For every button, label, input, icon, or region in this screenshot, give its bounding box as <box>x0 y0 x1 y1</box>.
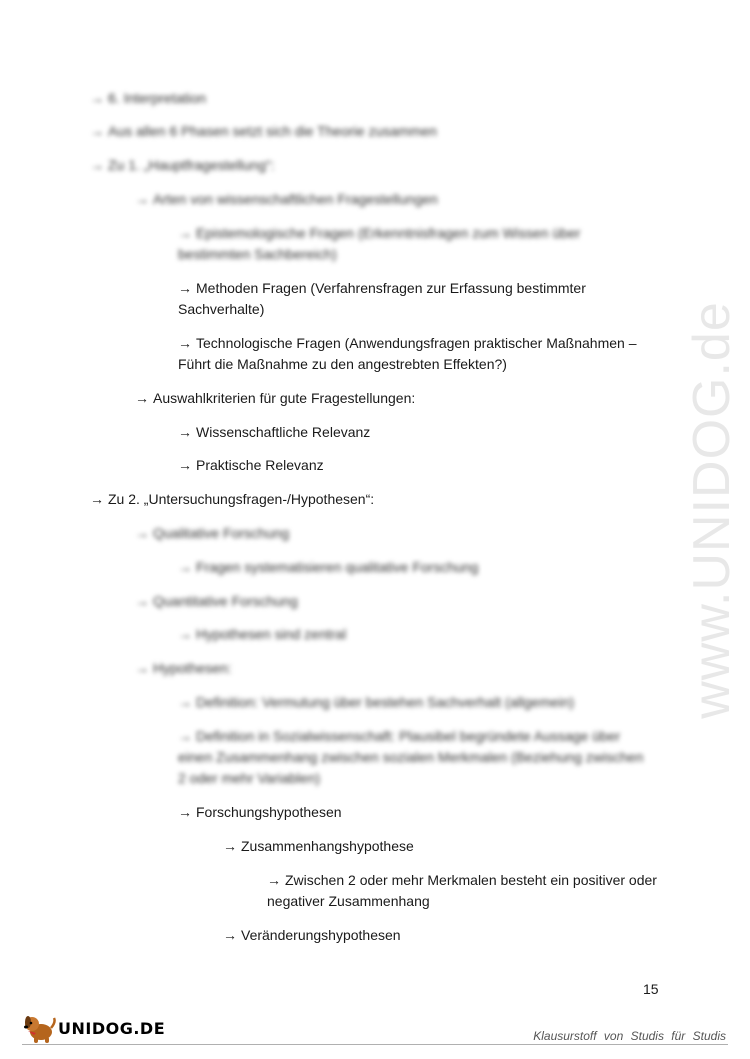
outline-item <box>90 88 630 109</box>
outline-item <box>178 624 638 645</box>
footer-logo[interactable] <box>22 1012 165 1044</box>
dog-logo-icon <box>22 1012 56 1044</box>
arrow-icon: → <box>267 872 281 888</box>
arrow-icon: → <box>135 525 149 541</box>
arrow-icon: → <box>135 593 149 609</box>
outline-item <box>223 836 643 857</box>
outline-text: 6. Interpretation <box>108 90 207 106</box>
arrow-icon: → <box>90 157 104 173</box>
arrow-icon: → <box>178 457 192 473</box>
outline-item <box>135 189 635 210</box>
outline-item <box>135 388 635 409</box>
outline-item <box>135 658 635 679</box>
outline-text: Aus allen 6 Phasen setzt sich die Theorie zusammen <box>108 123 437 139</box>
outline-text: Technologische Fragen (Anwendungsfragen praktischer Maßnahmen – Führt die Maßnahme zu den angestrebten Effekten?) <box>178 335 637 372</box>
outline-item <box>178 278 638 320</box>
outline-text: Definition: Vermutung über bestehen Sachverhalt (allgemein) <box>196 694 575 710</box>
outline-text: Auswahlkriterien für gute Fragestellungen: <box>153 390 416 406</box>
footer-tagline: Klausurstoff von Studis für Studis <box>533 1029 726 1043</box>
outline-item <box>90 489 630 510</box>
arrow-icon: → <box>90 90 104 106</box>
outline-text: Hypothesen: <box>153 660 232 676</box>
outline-text: Arten von wissenschaftlichen Fragestellungen <box>153 191 438 207</box>
outline-item <box>178 802 638 823</box>
outline-text: Zwischen 2 oder mehr Merkmalen besteht ein positiver oder negativer Zusammenhang <box>267 872 657 909</box>
outline-text: Zu 1. „Hauptfragestellung“: <box>108 157 275 173</box>
outline-text: Fragen systematisieren qualitative Forschung <box>196 559 479 575</box>
watermark: www.UNIDOG.de <box>683 301 741 719</box>
arrow-icon: → <box>178 335 192 351</box>
footer-rule <box>22 1044 728 1045</box>
arrow-icon: → <box>178 424 192 440</box>
outline-text: Methoden Fragen (Verfahrensfragen zur Erfassung bestimmter Sachverhalte) <box>178 280 586 317</box>
outline-item <box>178 333 638 375</box>
arrow-icon: → <box>90 491 104 507</box>
outline-text: Zusammenhangshypothese <box>241 838 414 854</box>
outline-item <box>90 121 630 142</box>
arrow-icon: → <box>135 390 149 406</box>
arrow-icon: → <box>135 191 149 207</box>
arrow-icon: → <box>223 927 237 943</box>
outline-text: Wissenschaftliche Relevanz <box>196 424 371 440</box>
outline-text: Hypothesen sind zentral <box>196 626 347 642</box>
outline-text: Definition in Sozialwissenschaft: Plausibel begründete Aussage über einen Zusammenhang zwischen sozialen Merkmalen (Beziehung zwischen 2 oder mehr Variablen) <box>178 728 644 786</box>
arrow-icon: → <box>178 559 192 575</box>
outline-text: Praktische Relevanz <box>196 457 324 473</box>
outline-item <box>178 223 638 265</box>
arrow-icon: → <box>178 804 192 820</box>
outline-item <box>178 422 638 443</box>
outline-text: Epistemologische Fragen (Erkenntnisfragen zum Wissen über bestimmten Sachbereich) <box>178 225 581 262</box>
outline-text: Quantitative Forschung <box>153 593 298 609</box>
arrow-icon: → <box>178 626 192 642</box>
outline-item <box>135 523 635 544</box>
arrow-icon: → <box>90 123 104 139</box>
arrow-icon: → <box>178 694 192 710</box>
outline-item <box>90 155 630 176</box>
arrow-icon: → <box>178 280 192 296</box>
outline-item <box>135 591 635 612</box>
outline-item <box>267 870 667 912</box>
outline-item <box>178 455 638 476</box>
arrow-icon: → <box>178 225 192 241</box>
arrow-icon: → <box>178 728 192 744</box>
logo-text: UNIDOG.DE <box>58 1018 166 1038</box>
outline-item <box>178 726 653 789</box>
outline-text: Qualitative Forschung <box>153 525 290 541</box>
arrow-icon: → <box>135 660 149 676</box>
arrow-icon: → <box>223 838 237 854</box>
outline-item <box>223 925 643 946</box>
outline-text: Zu 2. „Untersuchungsfragen-/Hypothesen“: <box>108 491 375 507</box>
outline-text: Veränderungshypothesen <box>241 927 401 943</box>
outline-text: Forschungshypothesen <box>196 804 342 820</box>
outline-item <box>178 692 638 713</box>
page-number: 15 <box>643 981 659 997</box>
outline-item <box>178 557 638 578</box>
